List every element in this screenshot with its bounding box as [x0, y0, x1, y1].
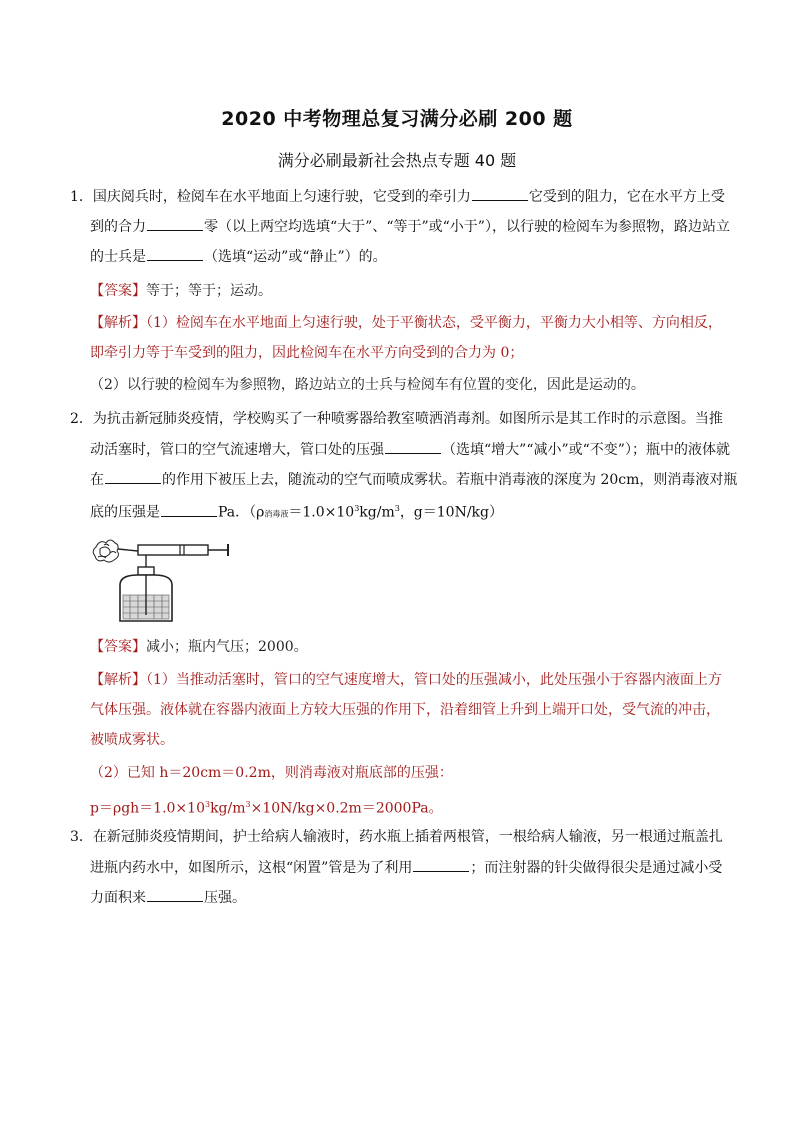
- q2-analysis-3: 被喷成雾状。: [90, 732, 174, 748]
- q3-line-1: 3．在新冠肺炎疫情期间，护士给病人输液时，药水瓶上插着两根管，一根给病人输液，另一根通过瓶盖扎: [70, 829, 723, 845]
- pump-cylinder: [138, 545, 208, 555]
- analysis-tag: 【解析】: [90, 315, 146, 331]
- page-subtitle: 满分必刷最新社会热点专题 40 题: [277, 151, 517, 170]
- sprayer-figure: [90, 527, 240, 627]
- q3-line-3: 力面积来 压强。: [90, 887, 246, 908]
- q2-line-4: 底的压强是 Pa．（ρ消毒液$=1.0\times 10^3kg/m^3$，g＝10N/kg）: [90, 499, 503, 525]
- q1-analysis-1: 【解析】（1）检阅车在水平地面上匀速行驶，处于平衡状态，受平衡力，平衡力大小相等、方向相反，: [90, 315, 722, 331]
- answer-tag: 【答案】: [90, 283, 146, 299]
- q2-analysis-5: $p=\rho gh=1.0\times 10^3kg/m^3\times 10N/kg\times 0.2m=2000Pa$。: [90, 800, 443, 817]
- q2-analysis-1: 【解析】（1）当推动活塞时，管口的空气速度增大，管口处的压强减小，此处压强小于容器内液面上方: [90, 672, 722, 688]
- q3-blank-1[interactable]: [413, 857, 469, 872]
- q1-number: 1．: [70, 189, 93, 205]
- q1-blank-3[interactable]: [147, 246, 203, 261]
- q1-line-2: 到的合力 零（以上两空均选填“大于”、“等于”或“小于”），以行驶的检阅车为参照物，路边站立: [90, 216, 730, 237]
- q2-number: 2．: [70, 411, 93, 427]
- q1-analysis-2: 即牵引力等于车受到的阻力，因此检阅车在水平方向受到的合力为 0；: [90, 345, 524, 361]
- page-title: 2020 中考物理总复习满分必刷 200 题: [221, 108, 573, 130]
- q1-line-3: 的士兵是 （选填“运动”或“静止”）的。: [90, 246, 387, 267]
- q2-answer: 【答案】减小；瓶内气压；2000。: [90, 639, 308, 655]
- q2-blank-2[interactable]: [105, 469, 161, 484]
- analysis-tag: 【解析】: [90, 672, 146, 688]
- q1-analysis-3: （2）以行驶的检阅车为参照物，路边站立的士兵与检阅车有位置的变化，因此是运动的。: [90, 377, 645, 393]
- q2-analysis-4: （2）已知 h＝20cm＝0.2m，则消毒液对瓶底部的压强：: [90, 765, 453, 781]
- q1-blank-1[interactable]: [472, 186, 528, 201]
- q2-line-1: 2．为抗击新冠肺炎疫情，学校购买了一种喷雾器给教室喷洒消毒剂。如图所示是其工作时的示意图。当推: [70, 411, 723, 427]
- q2-analysis-2: 气体压强。液体就在容器内液面上方较大压强的作用下，沿着细管上升到上端开口处，受气流的冲击，: [90, 702, 720, 718]
- q2-blank-1[interactable]: [385, 439, 441, 454]
- spray-mist-icon: [93, 540, 118, 562]
- q3-blank-2[interactable]: [147, 887, 203, 902]
- q3-number: 3．: [70, 829, 93, 845]
- q1-answer: 【答案】等于；等于；运动。: [90, 283, 272, 299]
- q2-blank-3[interactable]: [161, 502, 217, 517]
- q3-line-2: 进瓶内药水中，如图所示，这根“闲置”管是为了利用 ；而注射器的针尖做得很尖是通过减小受: [90, 857, 722, 878]
- bottle-neck: [138, 567, 154, 575]
- answer-tag: 【答案】: [90, 639, 146, 655]
- q1-line-1: 1．国庆阅兵时，检阅车在水平地面上匀速行驶，它受到的牵引力 它受到的阻力，它在水平方上受: [70, 186, 725, 207]
- q1-blank-2[interactable]: [147, 216, 203, 231]
- q2-line-3: 在 的作用下被压上去，随流动的空气而喷成雾状。若瓶中消毒液的深度为 20cm，则消毒液对瓶: [90, 469, 737, 490]
- q2-line-2: 动活塞时，管口的空气流速增大，管口处的压强 （选填“增大”“减小”或“不变”）；瓶中的液体就: [90, 439, 730, 460]
